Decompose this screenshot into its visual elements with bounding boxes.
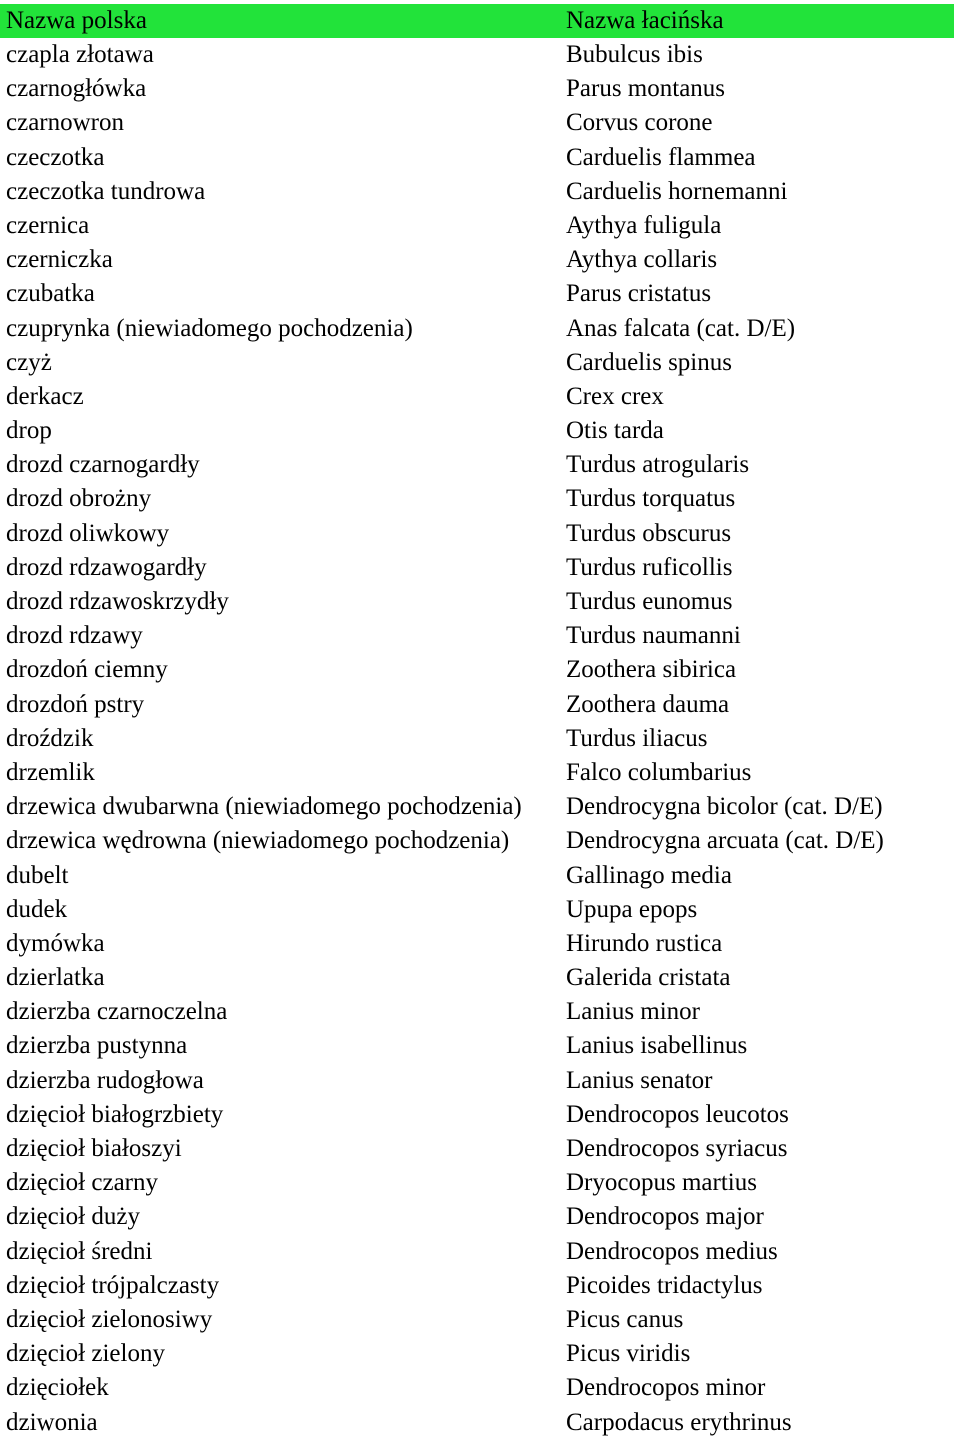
species-table (0, 4, 960, 1440)
table-row (0, 790, 960, 824)
table-row (0, 72, 960, 106)
polish-name-cell: dziwonia (6, 1408, 98, 1436)
polish-name-cell: drop (6, 417, 52, 445)
latin-name-cell: Dendrocopos syriacus (566, 1135, 788, 1162)
table-row (0, 175, 960, 209)
table-header (0, 4, 954, 38)
table-row (0, 653, 960, 687)
table-row (0, 106, 960, 140)
table-row (0, 414, 960, 448)
polish-name-cell: czernica (6, 211, 90, 239)
polish-name-cell: drozd oliwkowy (6, 519, 170, 547)
latin-name-cell: Parus montanus (566, 75, 726, 103)
polish-name-cell: czeczotka (6, 143, 105, 171)
table-row (0, 585, 960, 619)
polish-name-cell: drozd obrożny (6, 485, 152, 513)
polish-name-cell: dymówka (6, 929, 105, 957)
latin-name-cell: Zoothera sibirica (566, 656, 737, 684)
latin-name-cell: Lanius minor (566, 998, 701, 1026)
latin-name-cell: Picus canus (566, 1305, 684, 1333)
latin-name-cell: Turdus eunomus (566, 588, 733, 615)
table-row (0, 756, 960, 790)
polish-name-cell: czerniczka (6, 246, 113, 274)
polish-name-cell: dzierlatka (6, 964, 105, 992)
polish-name-cell: derkacz (6, 382, 84, 410)
polish-name-cell: drzemlik (6, 758, 95, 786)
polish-name-cell: dzierzba pustynna (6, 1032, 188, 1060)
polish-name-cell: drozdoń pstry (6, 690, 145, 718)
polish-name-cell: czuprynka (niewiadomego pochodzenia) (6, 314, 413, 342)
polish-name-cell: dudek (6, 895, 68, 923)
polish-name-cell: drozd rdzawy (6, 622, 143, 650)
latin-name-cell: Corvus corone (566, 109, 713, 137)
latin-name-cell: Picus viridis (566, 1340, 691, 1368)
polish-name-cell: dubelt (6, 861, 69, 889)
table-row (0, 1098, 960, 1132)
latin-name-cell: Galerida cristata (566, 964, 731, 992)
polish-name-cell: drozdoń ciemny (6, 656, 168, 684)
latin-name-cell: Turdus obscurus (566, 519, 732, 547)
latin-name-cell: Turdus torquatus (566, 485, 736, 513)
latin-name-cell: Turdus atrogularis (566, 451, 750, 479)
polish-name-cell: drozd rdzawogardły (6, 553, 207, 581)
latin-name-cell: Carpodacus erythrinus (566, 1408, 792, 1436)
polish-name-cell: czubatka (6, 280, 95, 308)
latin-name-cell: Otis tarda (566, 417, 664, 445)
polish-name-cell: czyż (6, 348, 52, 376)
polish-name-cell: dzięciołek (6, 1374, 109, 1402)
polish-name-cell: dzierzba czarnoczelna (6, 998, 228, 1026)
header-latin-name: Nazwa łacińska (566, 7, 724, 34)
table-row (0, 243, 960, 277)
table-row (0, 209, 960, 243)
latin-name-cell: Dendrocygna arcuata (cat. D/E) (566, 827, 884, 855)
table-row (0, 380, 960, 414)
polish-name-cell: drozd czarnogardły (6, 451, 200, 479)
table-row (0, 893, 960, 927)
polish-name-cell: dzierzba rudogłowa (6, 1066, 204, 1094)
table-row (0, 38, 960, 72)
polish-name-cell: czeczotka tundrowa (6, 177, 206, 205)
table-row (0, 277, 960, 311)
polish-name-cell: dzięcioł trójpalczasty (6, 1271, 220, 1299)
table-row (0, 995, 960, 1029)
polish-name-cell: dzięcioł duży (6, 1203, 140, 1231)
table-row (0, 1200, 960, 1234)
polish-name-cell: dzięcioł zielony (6, 1340, 165, 1368)
table-row (0, 1337, 960, 1371)
polish-name-cell: drzewica wędrowna (niewiadomego pochodzenia) (6, 827, 510, 855)
table-row (0, 1371, 960, 1405)
latin-name-cell: Aythya collaris (566, 246, 718, 274)
latin-name-cell: Turdus iliacus (566, 724, 708, 752)
latin-name-cell: Lanius isabellinus (566, 1032, 748, 1060)
polish-name-cell: czarnowron (6, 109, 124, 137)
table-row (0, 1235, 960, 1269)
latin-name-cell: Carduelis flammea (566, 143, 756, 171)
polish-name-cell: czapla złotawa (6, 41, 154, 68)
table-row (0, 1132, 960, 1166)
table-row (0, 448, 960, 482)
table-row (0, 312, 960, 346)
polish-name-cell: dzięcioł zielonosiwy (6, 1305, 213, 1333)
latin-name-cell: Hirundo rustica (566, 929, 723, 957)
latin-name-cell: Dendrocopos minor (566, 1374, 766, 1402)
latin-name-cell: Dendrocopos major (566, 1203, 764, 1231)
latin-name-cell: Dendrocygna bicolor (cat. D/E) (566, 793, 883, 821)
table-row (0, 859, 960, 893)
latin-name-cell: Falco columbarius (566, 758, 752, 786)
table-row (0, 1303, 960, 1337)
latin-name-cell: Bubulcus ibis (566, 41, 703, 68)
latin-name-cell: Upupa epops (566, 895, 698, 923)
latin-name-cell: Carduelis spinus (566, 348, 732, 376)
polish-name-cell: dzięcioł białoszyi (6, 1135, 182, 1162)
latin-name-cell: Dendrocopos leucotos (566, 1100, 789, 1128)
table-row (0, 1029, 960, 1063)
latin-name-cell: Dryocopus martius (566, 1169, 757, 1197)
polish-name-cell: dzięcioł czarny (6, 1169, 158, 1197)
latin-name-cell: Parus cristatus (566, 280, 712, 308)
latin-name-cell: Zoothera dauma (566, 690, 730, 718)
latin-name-cell: Gallinago media (566, 861, 732, 889)
latin-name-cell: Anas falcata (cat. D/E) (566, 314, 796, 342)
table-row (0, 551, 960, 585)
table-row (0, 1269, 960, 1303)
latin-name-cell: Turdus naumanni (566, 622, 741, 650)
table-row (0, 927, 960, 961)
table-row (0, 482, 960, 516)
table-row (0, 346, 960, 380)
table-row (0, 1166, 960, 1200)
latin-name-cell: Picoides tridactylus (566, 1271, 763, 1299)
table-row (0, 141, 960, 175)
table-row (0, 688, 960, 722)
table-row (0, 722, 960, 756)
table-row (0, 824, 960, 858)
table-row (0, 1406, 960, 1440)
polish-name-cell: droździk (6, 724, 94, 752)
polish-name-cell: dzięcioł średni (6, 1237, 153, 1265)
latin-name-cell: Lanius senator (566, 1066, 713, 1094)
latin-name-cell: Dendrocopos medius (566, 1237, 778, 1265)
latin-name-cell: Aythya fuligula (566, 211, 722, 239)
polish-name-cell: drozd rdzawoskrzydły (6, 588, 229, 615)
polish-name-cell: dzięcioł białogrzbiety (6, 1100, 224, 1128)
latin-name-cell: Carduelis hornemanni (566, 177, 788, 205)
table-row (0, 961, 960, 995)
table-row (0, 1064, 960, 1098)
latin-name-cell: Turdus ruficollis (566, 553, 733, 581)
polish-name-cell: drzewica dwubarwna (niewiadomego pochodzenia) (6, 793, 522, 821)
header-polish-name: Nazwa polska (6, 7, 147, 34)
table-body (0, 38, 960, 1440)
table-row (0, 517, 960, 551)
table-row (0, 619, 960, 653)
polish-name-cell: czarnogłówka (6, 75, 147, 103)
latin-name-cell: Crex crex (566, 382, 664, 410)
